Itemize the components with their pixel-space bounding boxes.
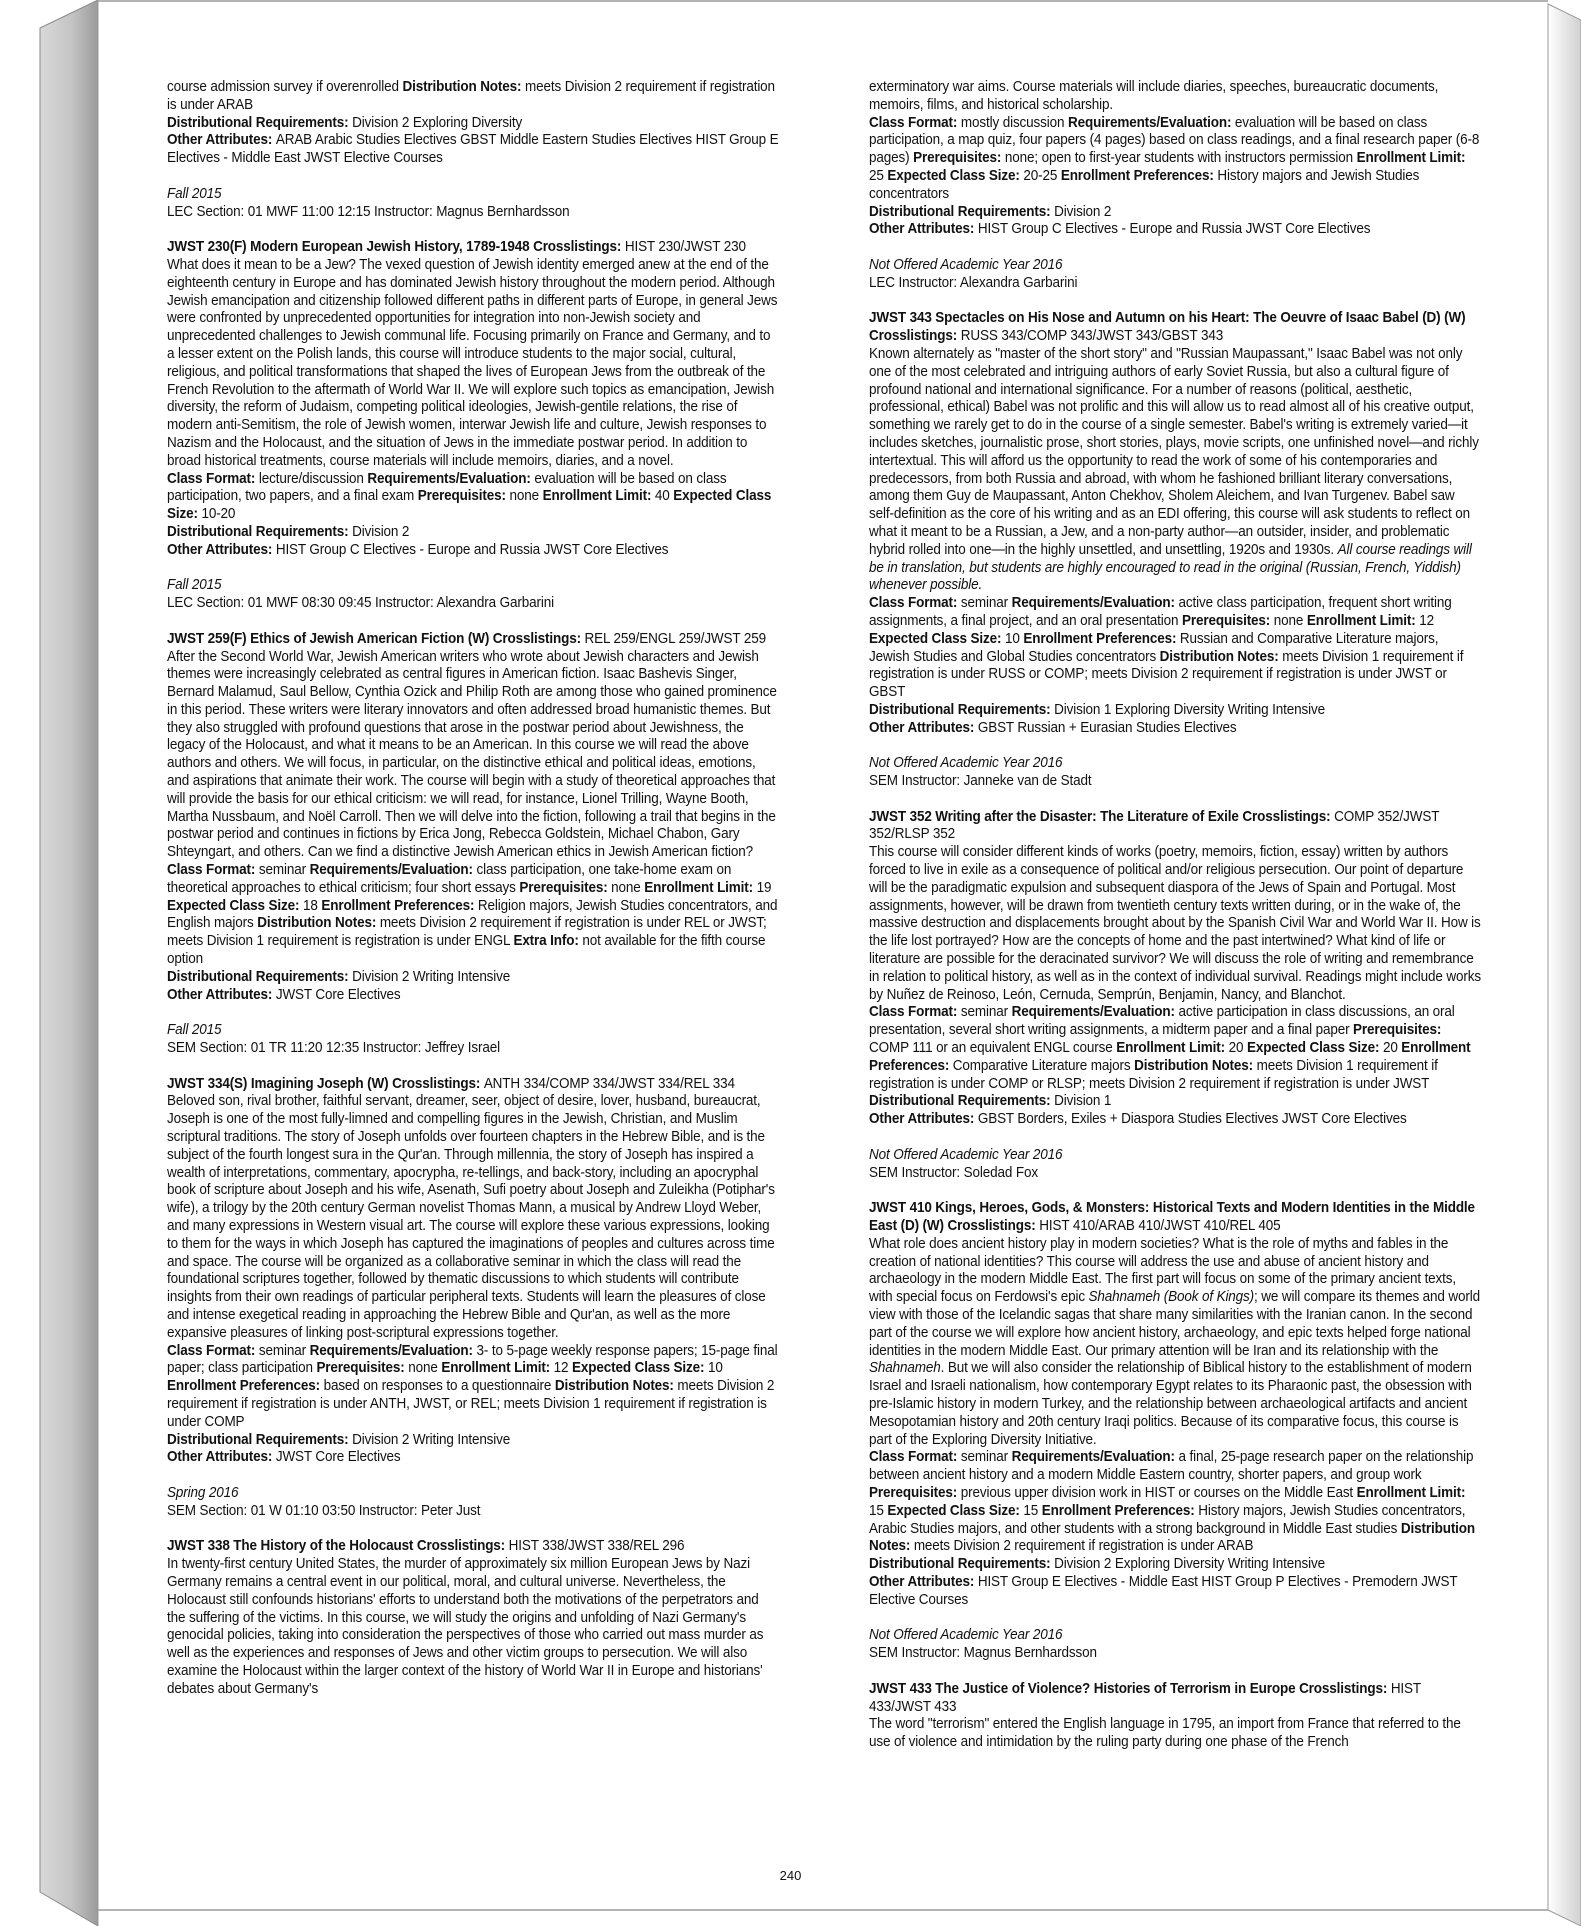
course-detail-line xyxy=(167,1075,779,1093)
spacer xyxy=(869,1609,1481,1627)
field-label: Distribution Notes: xyxy=(554,1377,678,1395)
course-detail-line xyxy=(869,1003,1481,1092)
field-label: Class Format: xyxy=(869,1003,961,1021)
field-value: ARAB Arabic Studies Electives GBST Middle Eastern Studies Electives HIST Group E Electives - Middle East JWST Elective Courses xyxy=(167,131,779,167)
field-label: Requirements/Evaluation: xyxy=(309,861,477,879)
spacer xyxy=(167,612,779,630)
field-value: not available for the fifth course option xyxy=(167,932,766,968)
field-label: Prerequisites: xyxy=(869,1483,961,1501)
field-label: Distributional Requirements: xyxy=(167,967,353,985)
term-label: Not Offered Academic Year 2016 xyxy=(869,754,1063,772)
field-value: HIST 338/JWST 338/REL 296 xyxy=(508,1537,685,1555)
field-label: Expected Class Size: xyxy=(887,166,1024,184)
course-detail-line xyxy=(869,203,1481,221)
field-label: Enrollment Preferences: xyxy=(1041,1501,1199,1519)
field-value: none xyxy=(408,1359,442,1377)
field-label: Other Attributes: xyxy=(167,131,276,149)
course-detail-line xyxy=(167,523,779,541)
course-detail-line xyxy=(869,594,1481,701)
field-label: Prerequisites: xyxy=(913,149,1005,167)
field-value: none xyxy=(1273,611,1307,629)
course-detail-line xyxy=(869,1680,1481,1716)
course-detail-line xyxy=(869,345,1481,594)
field-label: Distributional Requirements: xyxy=(167,1430,353,1448)
field-label: Requirements/Evaluation: xyxy=(309,1341,477,1359)
field-label: Other Attributes: xyxy=(869,718,978,736)
field-label: Prerequisites: xyxy=(519,878,612,896)
field-label: Distribution Notes: xyxy=(1159,647,1283,665)
field-label: Expected Class Size: xyxy=(1246,1039,1383,1057)
spacer xyxy=(869,1181,1481,1199)
field-value: seminar xyxy=(960,594,1012,612)
field-label: Prerequisites: xyxy=(417,487,510,505)
field-value: . But we will also consider the relationship of Biblical history to the establishment of modern Israel and Israeli nationalism, how contemporary Egypt relates to its Pharaonic past, the obsession with pre-Islamic history in modern Turkey, and the relationship between archaeological artifacts and ancient Mesopotamian history and 20th century Iraqi politics. Because of its comparative focus, this course is part of the Exploring Diversity Initiative. xyxy=(869,1359,1472,1448)
field-label: Requirements/Evaluation: xyxy=(1068,113,1235,131)
field-label: Enrollment Limit: xyxy=(1306,611,1420,629)
course-description: In twenty-first century United States, the murder of approximately six million European Jews by Nazi Germany remains a central event in our political, moral, and cultural universe. Nevertheless, the Holocaust still confounds historians' efforts to understand both the motivations of the perpetrators and the suffering of the victims. In this course, we will study the origins and unfolding of Nazi Germany's genocidal policies, taking into consideration the perspectives of those who carried out mass murder as well as the experiences and responses of Jews and other victim groups to persecution. We will also examine the Holocaust within the larger context of the history of World War II in Europe and historians' debates about Germany's xyxy=(167,1555,764,1697)
spacer xyxy=(167,1003,779,1021)
field-label: Requirements/Evaluation: xyxy=(1011,594,1179,612)
spacer xyxy=(167,220,779,238)
field-value: GBST Russian + Eurasian Studies Electives xyxy=(977,718,1237,736)
field-label: Class Format: xyxy=(869,1448,961,1466)
field-value: meets Division 1 requirement if registration is under RUSS or COMP; meets Division 2 requirement if registration is under JWST or GBST xyxy=(869,647,1464,701)
field-label: JWST 433 The Justice of Violence? Histories of Terrorism in Europe Crosslistings: xyxy=(869,1679,1391,1697)
term-label: Spring 2016 xyxy=(167,1483,239,1501)
course-detail-line xyxy=(167,968,779,986)
course-detail-line xyxy=(869,1092,1481,1110)
field-value: JWST Core Electives xyxy=(275,1448,401,1466)
course-detail-line xyxy=(167,861,779,968)
field-value: 10 xyxy=(708,1359,723,1377)
term-label: Fall 2015 xyxy=(167,576,222,594)
field-value: History majors, Jewish Studies concentrators, Arabic Studies majors, and other students with a strong background in Middle East studies xyxy=(869,1501,1466,1537)
course-detail-line xyxy=(869,220,1481,238)
field-value: ; we will compare its themes and world view with those of the Icelandic sagas that share many similarities with the Iranian canon. In the second part of the course we will explore how ancient history, archaeology, and epic texts helped forge national identities in the modern Middle East. Our primary attention will be Iran and its relationship with the xyxy=(869,1288,1481,1359)
section-info: LEC Section: 01 MWF 08:30 09:45 Instructor: Alexandra Garbarini xyxy=(167,594,554,612)
field-label: Expected Class Size: xyxy=(167,896,303,914)
course-description: exterminatory war aims. Course materials will include diaries, speeches, bureaucratic documents, memoirs, films, and historical scholarship. xyxy=(869,78,1439,113)
course-detail-line xyxy=(869,1573,1481,1609)
field-label: Requirements/Evaluation: xyxy=(1011,1003,1179,1021)
field-value: Division 2 xyxy=(1054,202,1112,220)
field-label: Class Format: xyxy=(869,594,961,612)
course-description: The word "terrorism" entered the English language in 1795, an import from France that referred to the use of violence and intimidation by the ruling party during one phase of the French xyxy=(869,1715,1461,1751)
spacer xyxy=(167,1466,779,1484)
field-value: All course readings will be in translation, but students are highly encouraged to read in the original (Russian, French, Yiddish) whenever possible. xyxy=(869,540,1472,594)
field-label: Expected Class Size: xyxy=(887,1501,1024,1519)
field-value: COMP 111 or an equivalent ENGL course xyxy=(869,1039,1117,1057)
field-label: Enrollment Limit: xyxy=(1116,1039,1229,1057)
field-label: JWST 343 Spectacles on His Nose and Autumn on his Heart: The Oeuvre of Isaac Babel (D) (W) Crosslistings: xyxy=(869,309,1466,345)
course-detail-line xyxy=(167,470,779,523)
field-label: Enrollment Preferences: xyxy=(869,1039,1471,1074)
field-label: Prerequisites: xyxy=(1182,611,1274,629)
page-number: 240 xyxy=(779,1868,802,1883)
field-value: Russian and Comparative Literature majors, Jewish Studies and Global Studies concentrators xyxy=(869,629,1439,665)
field-value: seminar xyxy=(258,861,310,879)
field-label: Distributional Requirements: xyxy=(869,202,1055,220)
field-label: Distribution Notes: xyxy=(1134,1056,1257,1074)
term-label: Fall 2015 xyxy=(167,1021,222,1039)
section-info: SEM Instructor: Janneke van de Stadt xyxy=(869,772,1092,790)
field-label: Expected Class Size: xyxy=(167,487,772,523)
field-value: 18 xyxy=(302,896,322,914)
field-label: Distributional Requirements: xyxy=(167,522,353,540)
field-label: Distribution Notes: xyxy=(257,914,380,932)
field-value: HIST Group E Electives - Middle East HIST Group P Electives - Premodern JWST Elective Courses xyxy=(869,1572,1458,1608)
field-value: Division 1 xyxy=(1054,1092,1112,1110)
field-value: meets Division 2 requirement if registration is under REL or JWST; meets Division 1 requirement is registration is under ENGL xyxy=(167,914,767,950)
field-label: Class Format: xyxy=(167,469,259,487)
field-label: JWST 259(F) Ethics of Jewish American Fiction (W) Crosslistings: xyxy=(167,629,585,647)
field-value: class participation, one take-home exam on theoretical approaches to ethical criticism; four short essays xyxy=(167,861,732,896)
course-detail-line xyxy=(869,808,1481,844)
field-label: Enrollment Preferences: xyxy=(167,1377,324,1395)
field-value: 25 xyxy=(869,166,888,184)
term-label: Fall 2015 xyxy=(167,184,222,202)
course-detail-line xyxy=(869,701,1481,719)
field-value: none xyxy=(611,878,645,896)
field-value: 10-20 xyxy=(201,505,236,523)
field-value: Division 2 Writing Intensive xyxy=(352,1430,511,1448)
field-value: active participation in class discussions, an oral presentation, several short writing assignments, a midterm paper and a final paper xyxy=(869,1003,1455,1039)
course-detail-line xyxy=(869,1235,1481,1449)
field-value: 19 xyxy=(756,878,772,896)
course-detail-line xyxy=(167,1448,779,1466)
course-detail-line xyxy=(167,541,779,559)
field-label: Prerequisites: xyxy=(316,1359,409,1377)
spacer xyxy=(869,790,1481,808)
section-info: SEM Instructor: Magnus Bernhardsson xyxy=(869,1644,1097,1662)
field-value: 20 xyxy=(1382,1039,1402,1057)
term-label: Not Offered Academic Year 2016 xyxy=(869,255,1063,273)
section-info: LEC Section: 01 MWF 11:00 12:15 Instructor: Magnus Bernhardsson xyxy=(167,202,570,220)
field-label: Distribution Notes: xyxy=(869,1519,1476,1555)
course-detail-line xyxy=(869,1199,1481,1235)
field-label: Expected Class Size: xyxy=(572,1359,709,1377)
field-label: Distributional Requirements: xyxy=(869,1092,1055,1110)
field-label: Enrollment Limit: xyxy=(644,878,757,896)
field-value: 10 xyxy=(1004,629,1024,647)
field-value: course admission survey if overenrolled xyxy=(167,78,403,95)
section-info: SEM Instructor: Soledad Fox xyxy=(869,1163,1038,1181)
field-label: Other Attributes: xyxy=(869,1110,978,1128)
course-detail-line xyxy=(167,630,779,648)
course-detail-line xyxy=(167,78,779,114)
field-value: HIST Group C Electives - Europe and Russia JWST Core Electives xyxy=(977,220,1371,238)
course-detail-line xyxy=(167,1431,779,1449)
spacer xyxy=(167,1057,779,1075)
field-label: Distribution Notes: xyxy=(402,78,526,95)
term-label: Not Offered Academic Year 2016 xyxy=(869,1145,1063,1163)
field-label: JWST 338 The History of the Holocaust Crosslistings: xyxy=(167,1537,509,1555)
field-label: Distributional Requirements: xyxy=(167,113,353,131)
course-detail-line xyxy=(167,1342,779,1431)
field-value: HIST 230/JWST 230 xyxy=(624,238,746,256)
field-value: mostly discussion xyxy=(960,113,1069,131)
field-label: JWST 410 Kings, Heroes, Gods, & Monsters: Historical Texts and Modern Identities in the Middle East (D) (W) Crosslistings: xyxy=(869,1199,1475,1234)
field-value: a final, 25-page research paper on the relationship between ancient history and a modern Middle Eastern country, shorter papers, and group work xyxy=(869,1448,1474,1484)
field-label: Requirements/Evaluation: xyxy=(367,469,535,487)
field-label: Enrollment Preferences: xyxy=(321,896,478,914)
spacer xyxy=(869,292,1481,310)
course-detail-line xyxy=(167,131,779,167)
field-value: GBST Borders, Exiles + Diaspora Studies Electives JWST Core Electives xyxy=(977,1110,1407,1128)
course-description: What does it mean to be a Jew? The vexed question of Jewish identity emerged anew at the end of the eighteenth century in Europe and has dominated Jewish history throughout the modern period. Although Jewish emancipation and citizenship followed different paths in different parts of Europe, in general Jews were confronted by unprecedented opportunities for integration into non-Jewish society and unprecedented challenges to Jewish communal life. Focusing primarily on France and Germany, and to a lesser extent on the Polish lands, this course will introduce students to the major social, cultural, religious, and political transformations that shaped the lives of European Jews from the outbreak of the French Revolution to the aftermath of World War II. We will explore such topics as emancipation, Jewish diversity, the reform of Judaism, competing political ideologies, Jewish-gentile relations, the rise of modern anti-Semitism, the role of Jewish women, interwar Jewish life and culture, Jewish responses to Nazism and the Holocaust, and the situation of Jews in the immediate postwar period. In addition to broad historical treatments, course materials will include memoirs, diaries, and a novel. xyxy=(167,255,778,469)
field-label: Extra Info: xyxy=(513,932,583,950)
right-column xyxy=(869,78,1481,1751)
field-label: Requirements/Evaluation: xyxy=(1011,1448,1179,1466)
field-value: seminar xyxy=(258,1341,310,1359)
course-detail-line xyxy=(869,309,1481,345)
field-value: HIST 410/ARAB 410/JWST 410/REL 405 xyxy=(1039,1217,1281,1234)
course-detail-line xyxy=(869,719,1481,737)
field-label: Enrollment Limit: xyxy=(441,1359,554,1377)
spacer xyxy=(869,736,1481,754)
field-value: RUSS 343/COMP 343/JWST 343/GBST 343 xyxy=(960,327,1224,345)
field-value: REL 259/ENGL 259/JWST 259 xyxy=(584,629,767,647)
field-value: History majors and Jewish Studies concentrators xyxy=(869,166,1420,202)
field-value: 3- to 5-page weekly response papers; 15-page final paper; class participation xyxy=(167,1341,778,1377)
field-label: Enrollment Preferences: xyxy=(1023,629,1180,647)
field-value: none; open to first-year students with instructors permission xyxy=(1004,149,1357,167)
field-label: Enrollment Preferences: xyxy=(1060,166,1218,184)
field-value: 12 xyxy=(1419,611,1434,629)
field-label: Other Attributes: xyxy=(869,1572,978,1590)
spacer xyxy=(167,1520,779,1538)
course-detail-line xyxy=(869,1448,1481,1555)
field-value: lecture/discussion xyxy=(258,469,368,487)
section-info: SEM Section: 01 TR 11:20 12:35 Instructor: Jeffrey Israel xyxy=(167,1039,500,1057)
section-info: LEC Instructor: Alexandra Garbarini xyxy=(869,273,1078,291)
field-value: none xyxy=(509,487,543,505)
field-value: based on responses to a questionnaire xyxy=(323,1377,555,1395)
course-detail-line xyxy=(869,1110,1481,1128)
field-value: HIST Group C Electives - Europe and Russia JWST Core Electives xyxy=(275,540,669,558)
field-value: 15 xyxy=(1023,1501,1042,1519)
course-description: Beloved son, rival brother, faithful servant, dreamer, seer, object of desire, lover, husband, bureaucrat, Joseph is one of the most fully-limned and compelling figures in the Jewish, Christian, and Muslim scriptural traditions. The story of Joseph unfolds over fourteen chapters in the Hebrew Bible, and is the subject of the fourth longest sura in the Qur'an. Through millennia, the story of Joseph has inspired a wealth of interpretations, commentary, apocrypha, re-tellings, and back-story, including an apocryphal book of scripture about Joseph and his wife, Asenath, Sufi poetry about Joseph and Zuleikha (Potiphar's wife), a trilogy by the 20th century German novelist Thomas Mann, a musical by Andrew Lloyd Weber, and many expressions in Western visual art. The course will explore these various expressions, looking to them for the ways in which Joseph has captured the imaginations of peoples and cultures across time and space. The course will be organized as a collaborative seminar in which the class will read the foundational scriptures together, followed by thematic discussions to which students will contribute insights from their own readings of particular peripheral texts. Students will learn the pleasures of close and intense exegetical reading in approaching the Hebrew Bible and Qur'an, as well as the more expansive pleasures of linking post-scriptural expressions together. xyxy=(167,1092,775,1341)
field-value: 12 xyxy=(553,1359,573,1377)
spacer xyxy=(869,1662,1481,1680)
field-value: Shahnameh (Book of Kings) xyxy=(1088,1288,1255,1306)
field-value: Division 2 Exploring Diversity xyxy=(352,113,523,131)
field-value: Division 2 xyxy=(352,522,410,540)
left-column xyxy=(167,78,779,1698)
field-label: Enrollment Limit: xyxy=(542,487,655,505)
field-value: Religion majors, Jewish Studies concentrators, and English majors xyxy=(167,896,778,932)
spacer xyxy=(869,238,1481,256)
spacer xyxy=(869,1128,1481,1146)
course-description: This course will consider different kinds of works (poetry, memoirs, fiction, essay) written by authors forced to live in exile as a consequence of political and/or religious persecution. Our point of departure will be the paradigmatic expulsion and subsequent diaspora of the Jews of Spain and Portugal. Most assignments, however, will be drawn from twentieth century texts written during, or in the wake of, the massive destruction and displacements brought about by the Spanish Civil War and World War II. How is the life lost portrayed? How are the concepts of home and the past intertwined? What kind of life or literature are possible for the deracinated survivor? We will discuss the role of writing and remembrance in relation to political history, as well as in the context of individual survival. Readings might include works by Nuñez de Reinoso, León, Cernuda, Semprún, Benjamin, Nancy, and Blanchot. xyxy=(869,843,1481,1003)
course-detail-line xyxy=(167,238,779,256)
course-detail-line xyxy=(167,1537,779,1555)
field-value: Comparative Literature majors xyxy=(952,1056,1135,1074)
field-value: seminar xyxy=(960,1003,1012,1021)
field-label: Expected Class Size: xyxy=(869,629,1005,647)
field-value: meets Division 2 requirement if registration is under ARAB xyxy=(167,78,775,113)
field-label: Class Format: xyxy=(167,1341,259,1359)
field-label: Distributional Requirements: xyxy=(869,1555,1055,1573)
field-value: meets Division 2 requirement if registration is under ANTH, JWST, or REL; meets Division 1 requirement if registration is under COMP xyxy=(167,1377,775,1430)
field-value: evaluation will be based on class participation, a map quiz, four papers (4 pages) based on class readings, and a final research paper (6-8 pages) xyxy=(869,113,1480,167)
field-label: JWST 352 Writing after the Disaster: The Literature of Exile Crosslistings: xyxy=(869,807,1335,825)
field-value: Division 1 Exploring Diversity Writing Intensive xyxy=(1054,700,1325,718)
term-label: Not Offered Academic Year 2016 xyxy=(869,1626,1063,1644)
field-value: Division 2 Writing Intensive xyxy=(352,967,511,985)
field-label: Prerequisites: xyxy=(1353,1021,1442,1039)
field-value: JWST Core Electives xyxy=(275,985,401,1003)
field-value: evaluation will be based on class participation, two papers, and a final exam xyxy=(167,469,727,505)
field-label: JWST 230(F) Modern European Jewish History, 1789-1948 Crosslistings: xyxy=(167,238,625,256)
field-label: Distributional Requirements: xyxy=(869,700,1055,718)
field-value: meets Division 1 requirement if registration is under COMP or RLSP; meets Division 2 requirement if registration is under JWST xyxy=(869,1056,1438,1092)
course-detail-line xyxy=(869,114,1481,203)
field-label: Other Attributes: xyxy=(869,220,978,238)
field-value: Shahnameh xyxy=(869,1359,941,1377)
field-label: Other Attributes: xyxy=(167,1448,276,1466)
course-detail-line xyxy=(167,986,779,1004)
field-value: meets Division 2 requirement if registration is under ARAB xyxy=(913,1537,1254,1555)
field-value: ANTH 334/COMP 334/JWST 334/REL 334 xyxy=(483,1074,735,1092)
course-description: After the Second World War, Jewish American writers who wrote about Jewish characters and Jewish themes were increasingly celebrated as central figures in American fiction. Isaac Bashevis Singer, Bernard Malamud, Saul Bellow, Cynthia Ozick and Philip Roth are among those who gained prominence in this period. These writers were literary innovators and often addressed broad humanistic themes. But they also struggled with profound questions that arose in the postwar period about Jewishness, the legacy of the Holocaust, and what it means to be an American. In this course we will read the above authors and others. We will focus, in particular, on the distinctive ethical and political ideas, emotions, and aspirations that animate their work. The course will begin with a study of theoretical approaches that will provide the basis for our ethical criticism: we will read, for instance, Lionel Trilling, Wayne Booth, Martha Nussbaum, and Noël Carroll. Then we will delve into the fiction, following a trail that begins in the postwar period and continues in fictions by Erica Jong, Rebecca Goldstein, Michael Chabon, Gary Shteyngart, and others. Can we find a distinctive Jewish American ethics in Jewish American fiction? xyxy=(167,647,777,861)
field-value: HIST 433/JWST 433 xyxy=(869,1679,1421,1715)
field-label: JWST 334(S) Imagining Joseph (W) Crosslistings: xyxy=(167,1074,484,1092)
field-value: Known alternately as "master of the short story" and "Russian Maupassant," Isaac Babel was not only one of the most celebrated and intriguing authors of early Soviet Russia, but also a cultural figure of profound national and international significance. For a number of reasons (political, aesthetic, professional, ethical) Babel was not prolific and this will allow us to read almost all of his creative output, something we rarely get to do in the course of a single semester. Babel's writing is extremely varied—it includes sketches, journalistic prose, short stories, plays, movie scripts, one unfinished novel—and richly intertextual. This will afford us the opportunity to read the work of some of his contemporaries and predecessors, from both Russia and abroad, with whom he fashioned brilliant literary conversations, among them Guy de Maupassant, Anton Chekhov, Sholem Aleichem, and Ivan Turgenev. Babel saw self-definition as the core of his writing and as an EDI offering, this course will ask students to reflect on what it meant to be a Russian, a Jew, and a non-party author—an outsider, insider, and problematic hybrid rolled into one—in the highly unsettled, and unsettling, 1920s and 1930s. xyxy=(869,344,1479,558)
field-value: 20-25 xyxy=(1023,166,1061,184)
field-value: seminar xyxy=(960,1448,1012,1466)
field-label: Enrollment Limit: xyxy=(1356,149,1466,167)
field-value: previous upper division work in HIST or courses on the Middle East xyxy=(960,1483,1357,1501)
course-detail-line xyxy=(869,1555,1481,1573)
field-value: 20 xyxy=(1228,1039,1247,1057)
field-label: Class Format: xyxy=(869,113,961,131)
field-value: active class participation, frequent short writing assignments, a final project, and an oral presentation xyxy=(869,594,1452,629)
field-label: Other Attributes: xyxy=(167,985,276,1003)
field-value: COMP 352/JWST 352/RLSP 352 xyxy=(869,807,1440,843)
field-value: What role does ancient history play in modern societies? What is the role of myths and fables in the creation of national identities? This course will address the use and abuse of ancient history and archaeology in the modern Middle East. The first part will focus on some of the primary ancient texts, with special focus on Ferdowsi's epic xyxy=(869,1234,1457,1306)
field-label: Other Attributes: xyxy=(167,540,276,558)
course-detail-line xyxy=(167,114,779,132)
section-info: SEM Section: 01 W 01:10 03:50 Instructor: Peter Just xyxy=(167,1501,481,1519)
field-label: Class Format: xyxy=(167,861,259,879)
spacer xyxy=(167,167,779,185)
field-value: 15 xyxy=(869,1501,888,1519)
spacer xyxy=(167,559,779,577)
field-label: Enrollment Limit: xyxy=(1356,1483,1466,1501)
field-value: 40 xyxy=(654,487,674,505)
field-value: Division 2 Exploring Diversity Writing Intensive xyxy=(1054,1555,1325,1573)
